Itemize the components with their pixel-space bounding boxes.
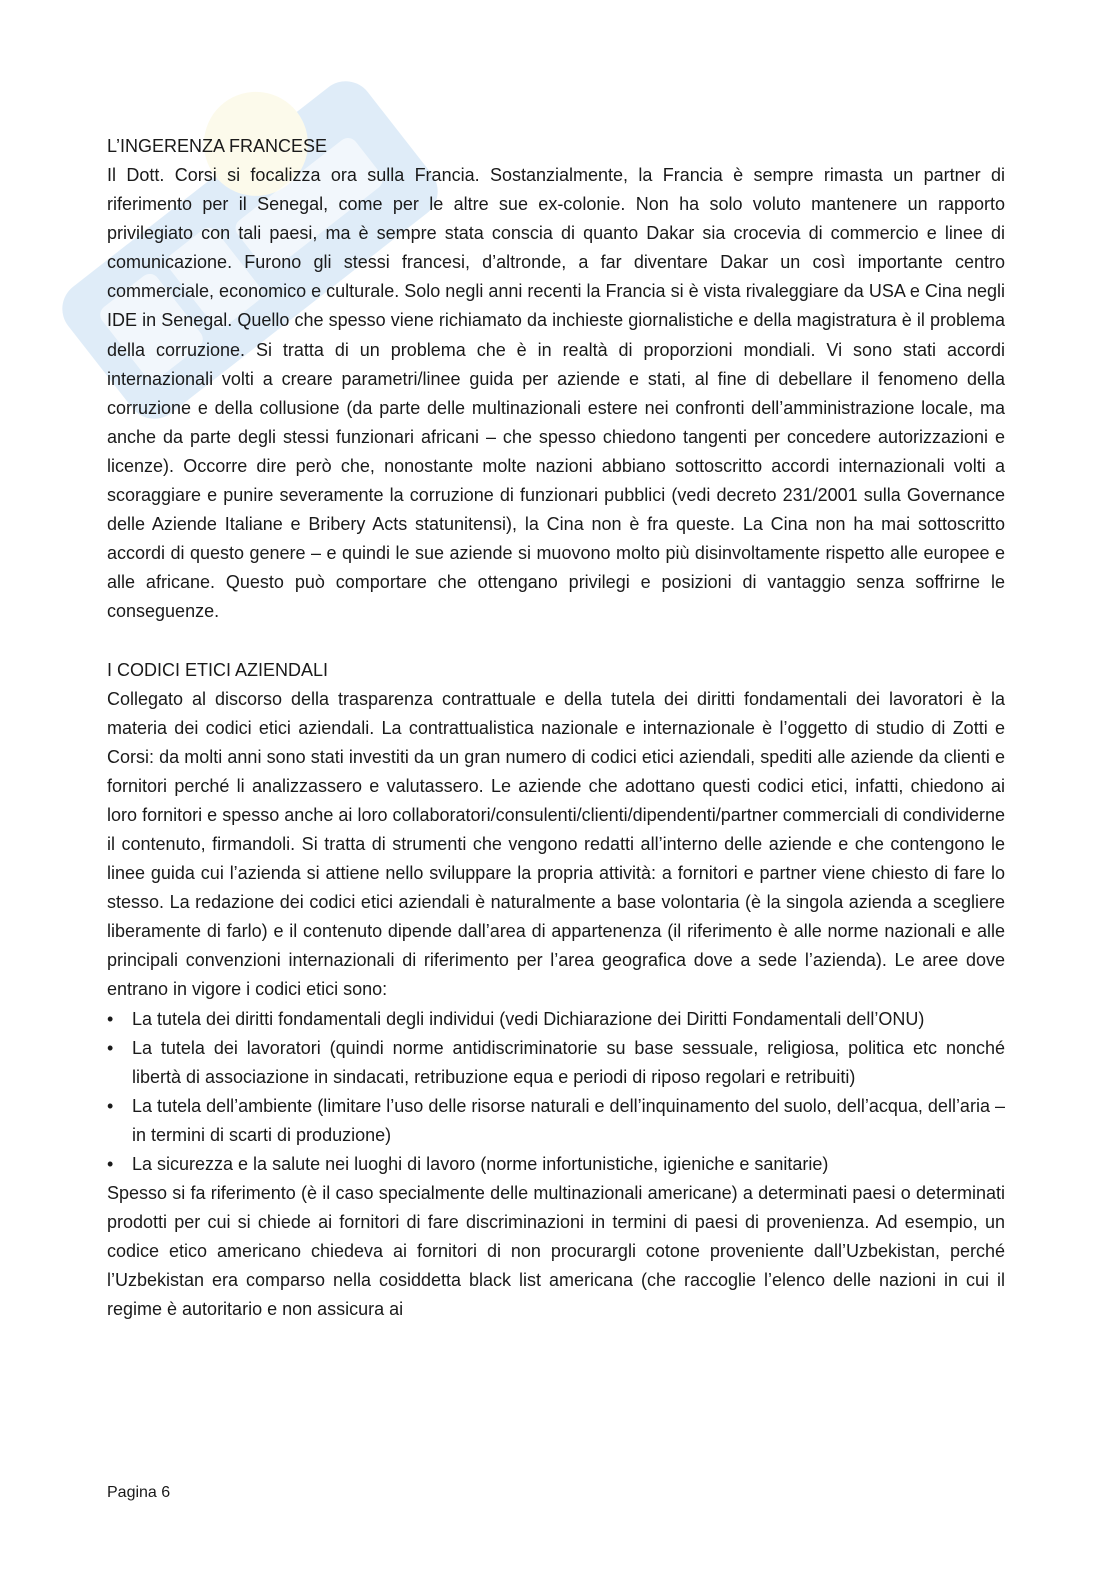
list-item xyxy=(107,1005,1005,1034)
list-item xyxy=(107,1150,1005,1179)
bullet-icon: • xyxy=(107,1095,114,1116)
section-heading: L’INGERENZA FRANCESE xyxy=(107,136,328,156)
bullet-list xyxy=(107,1005,1005,1180)
bullet-icon: • xyxy=(107,1037,114,1058)
list-item xyxy=(107,1034,1005,1092)
page-number: Pagina 6 xyxy=(107,1484,171,1501)
body-paragraph: Spesso si fa riferimento (è il caso specialmente delle multinazionali americane) a determinati paesi o determinati prodotti per cui si chiede ai fornitori di fare discriminazioni in termini di paesi di provenienza. Ad esempio, un codice etico americano chiedeva ai fornitori di non procurargli cotone proveniente dall’Uzbekistan, perché l’Uzbekistan era comparso nella cosiddetta black list americana (che raccoglie l’elenco delle nazioni in cui il regime è autoritario e non assicura ai xyxy=(107,1183,1005,1320)
section-spacer xyxy=(107,627,1005,656)
body-paragraph: Il Dott. Corsi si focalizza ora sulla Francia. Sostanzialmente, la Francia è sempre rimasta un partner di riferimento per il Senegal, come per le altre sue ex-colonie. Non ha solo voluto mantenere un rapporto privilegiato con tali paesi, ma è sempre stata conscia di quanto Dakar sia crocevia di commercio e linee di comunicazione. Furono gli stessi francesi, d’altronde, a far diventare Dakar un così importante centro commerciale, economico e culturale. Solo negli anni recenti la Francia si è vista rivaleggiare da USA e Cina negli IDE in Senegal. Quello che spesso viene richiamato da inchieste giornalistiche e della magistratura è il problema della corruzione. Si tratta di un problema che è in realtà di proporzioni mondiali. Vi sono stati accordi internazionali volti a creare parametri/linee guida per aziende e stati, al fine di debellare il fenomeno della corruzione e della collusione (da parte delle multinazionali estere nei confronti dell’amministrazione locale, ma anche da parte degli stessi funzionari africani – che spesso chiedono tangenti per concedere autorizzazioni e licenze). Occorre dire però che, nonostante molte nazioni abbiano sottoscritto accordi internazionali volti a scoraggiare e punire severamente la corruzione di funzionari pubblici (vedi decreto 231/2001 sulla Governance delle Aziende Italiane e Bribery Acts statunitensi), la Cina non è fra queste. La Cina non ha mai sottoscritto accordi di questo genere – e quindi le sue aziende si muovono molto più disinvoltamente rispetto alle europee e alle africane. Questo può comportare che ottengano privilegi e posizioni di vantaggio senza soffrirne le conseguenze. xyxy=(107,165,1005,622)
bullet-icon: • xyxy=(107,1008,114,1029)
section-ingerenza-francese xyxy=(107,132,1005,627)
bullet-icon: • xyxy=(107,1154,114,1174)
list-item-text: La tutela dei lavoratori (quindi norme antidiscriminatorie su base sessuale, religiosa, politica etc nonché libertà di associazione in sindacati, retribuzione equa e periodi di riposo regolari e retribuiti) xyxy=(132,1037,1005,1087)
list-item-text: La tutela dell’ambiente (limitare l’uso delle risorse naturali e dell’inquinamento del suolo, dell’acqua, dell’aria – in termini di scarti di produzione) xyxy=(132,1095,1005,1145)
section-codici-etici xyxy=(107,656,1005,1325)
page-content xyxy=(107,132,1005,1325)
body-paragraph: Collegato al discorso della trasparenza contrattuale e della tutela dei diritti fondamentali dei lavoratori è la materia dei codici etici aziendali. La contrattualistica nazionale e internazionale è l’oggetto di studio di Zotti e Corsi: da molti anni sono stati investiti da un gran numero di codici etici aziendali, spediti alle aziende da clienti e fornitori perché li analizzassero e valutassero. Le aziende che adottano questi codici etici, infatti, chiedono ai loro fornitori e spesso anche ai loro collaboratori/consulenti/clienti/dipendenti/partner commerciali di condividerne il contenuto, firmandoli. Si tratta di strumenti che vengono redatti all’interno delle aziende e che contengono le linee guida cui l’azienda si attiene nello sviluppare la propria attività: a fornitori e partner viene chiesto di fare lo stesso. La redazione dei codici etici aziendali è naturalmente a base volontaria (è la singola azienda a scegliere liberamente di farlo) e il contenuto dipende dall’area di appartenenza (il riferimento è alle norme nazionali e alle principali convenzioni internazionali di riferimento per l’area geografica dove a sede l’azienda). Le aree dove entrano in vigore i codici etici sono: xyxy=(107,688,1005,1000)
list-item-text: La tutela dei diritti fondamentali degli individui (vedi Dichiarazione dei Diritti Fondamentali dell’ONU) xyxy=(132,1008,925,1029)
list-item-text: La sicurezza e la salute nei luoghi di lavoro (norme infortunistiche, igieniche e sanitarie) xyxy=(132,1154,829,1174)
section-heading: I CODICI ETICI AZIENDALI xyxy=(107,659,329,680)
list-item xyxy=(107,1092,1005,1150)
